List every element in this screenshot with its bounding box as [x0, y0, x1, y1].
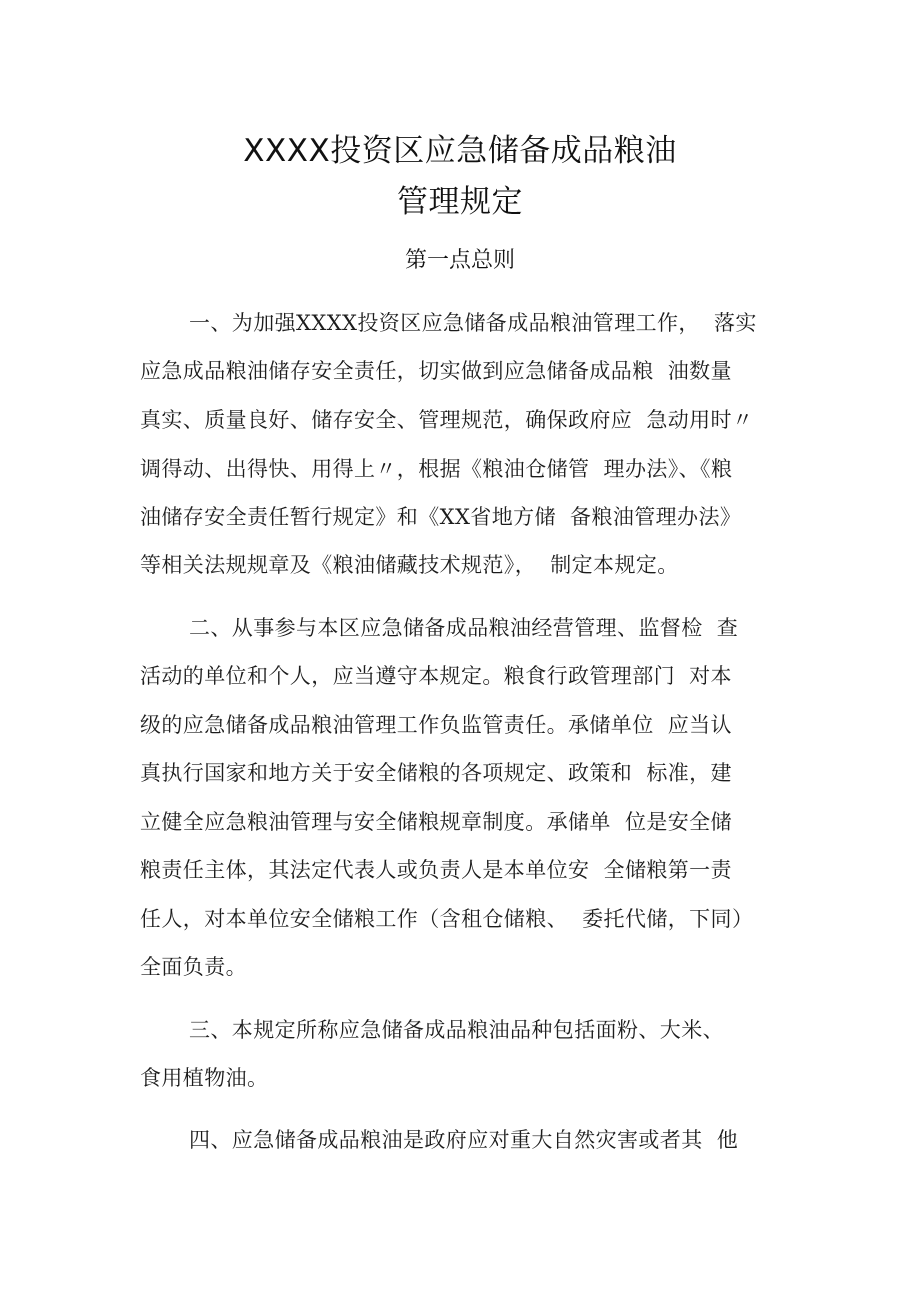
paragraph-line: 二、从事参与本区应急储备成品粮油经营管理、监督检 查 [189, 616, 739, 640]
document-title-line-2: 管理规定 [397, 184, 523, 220]
paragraph-line: 全面负责。 [140, 955, 247, 979]
paragraph-line: 等相关法规规章及《粮油储藏技术规范》， 制定本规定。 [140, 553, 679, 577]
paragraph-line: 真执行国家和地方关于安全储粮的各项规定、政策和 标准，建 [140, 761, 732, 785]
paragraph-line: 三、本规定所称应急储备成品粮油品种包括面粉、大米、 [189, 1018, 724, 1042]
paragraph-line: 食用植物油。 [140, 1066, 269, 1090]
paragraph-line: 调得动、出得快、用得上〃，根据《粮油仓储管 理办法》、《粮 [140, 457, 733, 481]
paragraph-line: 立健全应急粮油管理与安全储粮规章制度。承储单 位是安全储 [140, 810, 732, 834]
paragraph-line: 应急成品粮油储存安全责任，切实做到应急储备成品粮 油数量 [140, 359, 732, 383]
paragraph-line: 粮责任主体，其法定代表人或负责人是本单位安 全储粮第一责 [140, 858, 732, 882]
paragraph-line: 真实、质量良好、储存安全、管理规范，确保政府应 急动用时〃 [140, 408, 754, 432]
paragraph-line: 一、为加强XXXX投资区应急储备成品粮油管理工作， 落实 [189, 311, 757, 335]
paragraph-line: 任人，对本单位安全储粮工作（含租仓储粮、 委托代储，下同） [140, 907, 754, 931]
paragraph-line: 活动的单位和个人，应当遵守本规定。粮食行政管理部门 对本 [140, 664, 732, 688]
document-title-line-1: XXXX投资区应急储备成品粮油 [243, 133, 677, 169]
paragraph-line: 四、应急储备成品粮油是政府应对重大自然灾害或者其 他 [189, 1128, 739, 1152]
paragraph-line: 油储存安全责任暂行规定》和《XX省地方储 备粮油管理办法》 [140, 505, 742, 529]
section-heading: 第一点总则 [404, 248, 515, 273]
paragraph-line: 级的应急储备成品粮油管理工作负监管责任。承储单位 应当认 [140, 713, 732, 737]
